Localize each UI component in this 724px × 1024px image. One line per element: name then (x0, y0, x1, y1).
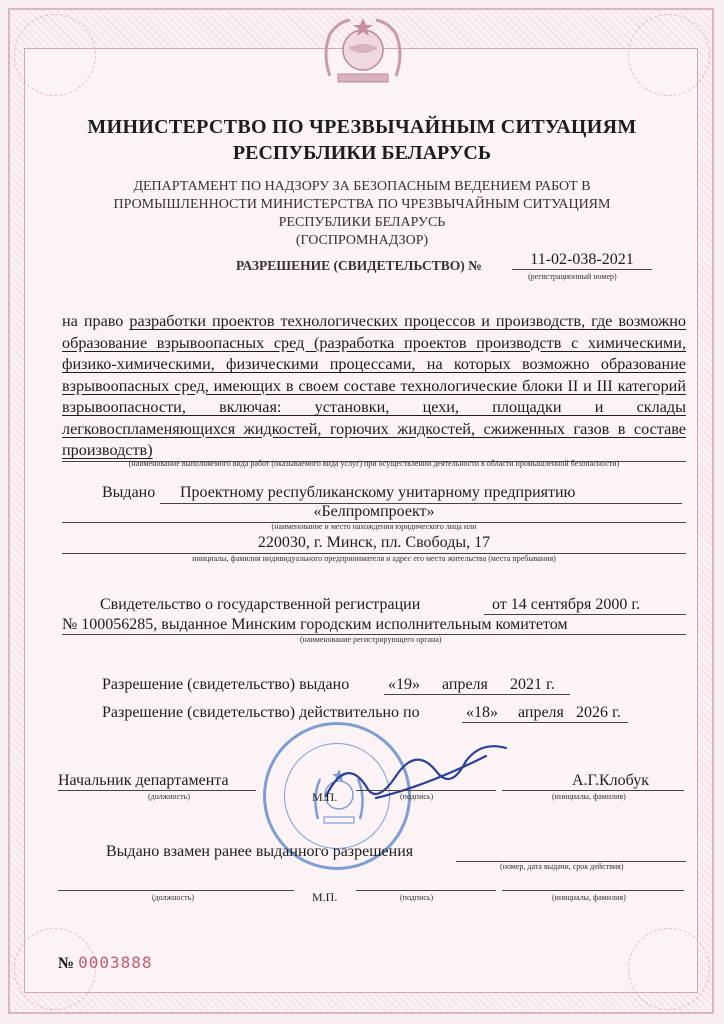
replacement-signature-underline (356, 890, 496, 891)
issue-month: апреля (442, 676, 488, 693)
permit-number-caption: (регистрационный номер) (528, 272, 617, 281)
registration-date-underline (484, 614, 686, 615)
serial-label: № (58, 955, 75, 972)
registration-prefix: Свидетельство о государственной регистрации (100, 596, 421, 613)
department-name (90, 178, 634, 250)
signer-position: Начальник департамента (58, 772, 229, 789)
position-underline (58, 790, 256, 791)
permit-number: 11-02-038-2021 (512, 251, 652, 270)
replacement-caption: (номер, дата выдачи, срок действия) (500, 862, 624, 871)
form-serial (58, 953, 153, 973)
validity-day: «18» (466, 704, 498, 721)
department-line: РЕСПУБЛИКИ БЕЛАРУСЬ (278, 215, 446, 230)
validity-date-underline (462, 722, 628, 723)
department-line: ПРОМЫШЛЕННОСТИ МИНИСТЕРСТВА ПО ЧРЕЗВЫЧАЙНЫМ СИТУАЦИЯМ (113, 197, 611, 212)
issue-year: 2021 г. (510, 676, 555, 693)
ministry-title-line2: РЕСПУБЛИКИ БЕЛАРУСЬ (232, 142, 492, 164)
registration-caption: (наименование регистрирующего органа) (300, 635, 442, 644)
registration-date: от 14 сентября 2000 г. (492, 596, 641, 613)
registration-line2: № 100056285, выданное Минским городским исполнительным комитетом (62, 616, 568, 633)
replacement-position-underline (58, 890, 294, 891)
replacement-position-caption: (должность) (152, 893, 194, 902)
corner-ornament-icon (628, 14, 710, 96)
issued-to-label: Выдано (102, 484, 156, 501)
issued-to-caption2: инициалы, фамилия индивидуального предпринимателя и адрес его места жительства (места пребывания) (192, 554, 556, 563)
replacement-name-caption: (инициалы, фамилия) (552, 893, 626, 902)
issued-to-line1: Проектному республиканскому унитарному предприятию (180, 484, 576, 501)
signer-name: А.Г.Клобук (572, 772, 649, 789)
replacement-mp-mark: М.П. (312, 890, 338, 904)
validity-label: Разрешение (свидетельство) действительно по (102, 704, 420, 721)
permit-scope (62, 311, 686, 462)
scope-text: разработки проектов технологических процессов и производств, где возможно образование взрывоопасных сред (разработка проектов производств с химическими, физико-химическими, физическими процессами, на которых возможно образование взрывоопасных сред, имеющих в своем составе технологические блоки II и III категорий взрывоопасности, включая: установки, цехи, площадки и склады легковоспламеняющихся жидкостей, горючих жидкостей, сжиженных газов в составе производств) (62, 312, 687, 459)
coat-of-arms-icon (320, 14, 406, 88)
replacement-name-underline (502, 890, 684, 891)
department-line: (ГОСПРОМНАДЗОР) (295, 233, 429, 248)
corner-ornament-icon (14, 14, 96, 96)
serial-number: 0003888 (78, 953, 153, 972)
signature-underline (356, 790, 496, 791)
signature-caption: (подпись) (400, 792, 434, 801)
scope-prefix: на право (62, 312, 130, 330)
department-line: ДЕПАРТАМЕНТ ПО НАДЗОРУ ЗА БЕЗОПАСНЫМ ВЕДЕНИЕМ РАБОТ В (133, 179, 591, 194)
name-caption: (инициалы, фамилия) (552, 792, 626, 801)
ministry-title-line1: МИНИСТЕРСТВО ПО ЧРЕЗВЫЧАЙНЫМ СИТУАЦИЯМ (87, 116, 637, 138)
handwritten-signature-icon (316, 736, 516, 816)
validity-month: апреля (518, 704, 564, 721)
issued-to-line2: «Белпромпроект» (313, 503, 435, 520)
position-caption: (должность) (148, 792, 190, 801)
issued-to-address: 220030, г. Минск, пл. Свободы, 17 (257, 534, 491, 551)
corner-ornament-icon (628, 928, 710, 1010)
replacement-label: Выдано взамен ранее выданного разрешения (106, 843, 414, 860)
issue-day: «19» (388, 676, 420, 693)
scope-caption: (наименование выполняемого вида работ (оказываемого вида услуг) при осуществлении деятельности в области промышленной безопасности) (128, 459, 620, 468)
permit-label: РАЗРЕШЕНИЕ (СВИДЕТЕЛЬСТВО) № (236, 258, 482, 273)
issue-label: Разрешение (свидетельство) выдано (102, 676, 350, 693)
mp-mark: М.П. (312, 790, 338, 804)
validity-year: 2026 г. (576, 704, 621, 721)
issued-to-caption1: (наименование и место нахождения юридического лица или (271, 522, 477, 531)
issue-date-underline (384, 694, 570, 695)
name-underline (502, 790, 684, 791)
replacement-signature-caption: (подпись) (400, 893, 434, 902)
